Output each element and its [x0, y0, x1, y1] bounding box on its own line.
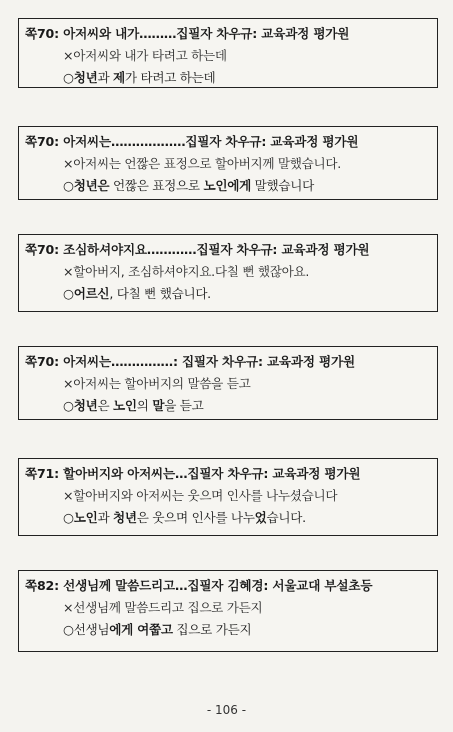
- plain-text: 말했습니다: [250, 178, 314, 193]
- entry-box-3: [18, 234, 438, 312]
- entry-box-1: [18, 18, 438, 88]
- entry-header: 쪽71: 할아버지와 아저씨는…집필자 차우규: 교육과정 평가원: [25, 466, 361, 481]
- plain-text: 습니다.: [266, 510, 306, 525]
- circle-mark: ○: [63, 178, 74, 193]
- plain-text: , 다칠 뻔 했습니다.: [109, 286, 211, 301]
- correction-word: 청년은: [73, 178, 110, 193]
- entry-header: 쪽70: 조심하셔야지요…………집필자 차우규: 교육과정 평가원: [25, 242, 370, 257]
- plain-text: 은 웃으며 인사를 나누: [136, 510, 255, 525]
- correction-word: 노인: [113, 398, 137, 413]
- incorrect-expression: ×아저씨와 내가 타려고 하는데: [63, 48, 227, 63]
- correction-word: 청년: [73, 70, 98, 85]
- corrected-expression: [25, 283, 431, 305]
- plain-text: 가 타려고 하는데: [124, 70, 216, 85]
- plain-text: 을 듣고: [164, 398, 204, 413]
- entry-header: 쪽70: 아저씨는……………: 집필자 차우규: 교육과정 평가원: [25, 354, 355, 369]
- plain-text: 의: [136, 398, 153, 413]
- plain-text: 집으로 가든지: [172, 622, 252, 637]
- corrected-expression: [25, 619, 431, 641]
- corrected-expression: [25, 395, 431, 417]
- incorrect-expression: ×선생님께 말씀드리고 집으로 가든지: [63, 600, 263, 615]
- incorrect-expression: ×아저씨는 언짢은 표정으로 할아버지께 말했습니다.: [63, 156, 341, 171]
- entry-box-6: [18, 570, 438, 652]
- plain-text: 은: [97, 398, 114, 413]
- correction-word: 에게 여쭙고: [109, 622, 173, 637]
- entry-box-4: [18, 346, 438, 420]
- plain-text: 과: [97, 510, 114, 525]
- plain-text: 과: [97, 70, 114, 85]
- correction-word: 제: [113, 70, 125, 85]
- correction-word: 어르신: [73, 286, 110, 301]
- page-number: - 106 -: [206, 703, 247, 717]
- corrected-expression: [25, 507, 431, 529]
- entry-box-5: [18, 458, 438, 536]
- entry-header: 쪽70: 아저씨는………………집필자 차우규: 교육과정 평가원: [25, 134, 359, 149]
- incorrect-expression: ×할아버지와 아저씨는 웃으며 인사를 나누셨습니다: [63, 488, 338, 503]
- entry-header: 쪽70: 아저씨와 내가………집필자 차우규: 교육과정 평가원: [25, 26, 350, 41]
- correction-word: 청년: [113, 510, 137, 525]
- plain-text: ○선생님: [63, 622, 110, 637]
- entry-box-2: [18, 126, 438, 200]
- circle-mark: ○: [63, 510, 74, 525]
- corrected-expression: [25, 67, 431, 89]
- correction-word: 었: [254, 510, 267, 525]
- correction-word: 청년: [73, 398, 98, 413]
- correction-word: 말: [152, 398, 165, 413]
- incorrect-expression: ×할아버지, 조심하셔야지요.다칠 뻔 했잖아요.: [63, 264, 310, 279]
- circle-mark: ○: [63, 286, 74, 301]
- circle-mark: ○: [63, 398, 74, 413]
- correction-word: 노인에게: [203, 178, 251, 193]
- correction-word: 노인: [73, 510, 98, 525]
- corrected-expression: [25, 175, 431, 197]
- incorrect-expression: ×아저씨는 할아버지의 말씀을 듣고: [63, 376, 251, 391]
- entry-header: 쪽82: 선생님께 말씀드리고…집필자 김혜경: 서울교대 부설초등: [25, 578, 373, 593]
- plain-text: 언짢은 표정으로: [109, 178, 204, 193]
- circle-mark: ○: [63, 70, 74, 85]
